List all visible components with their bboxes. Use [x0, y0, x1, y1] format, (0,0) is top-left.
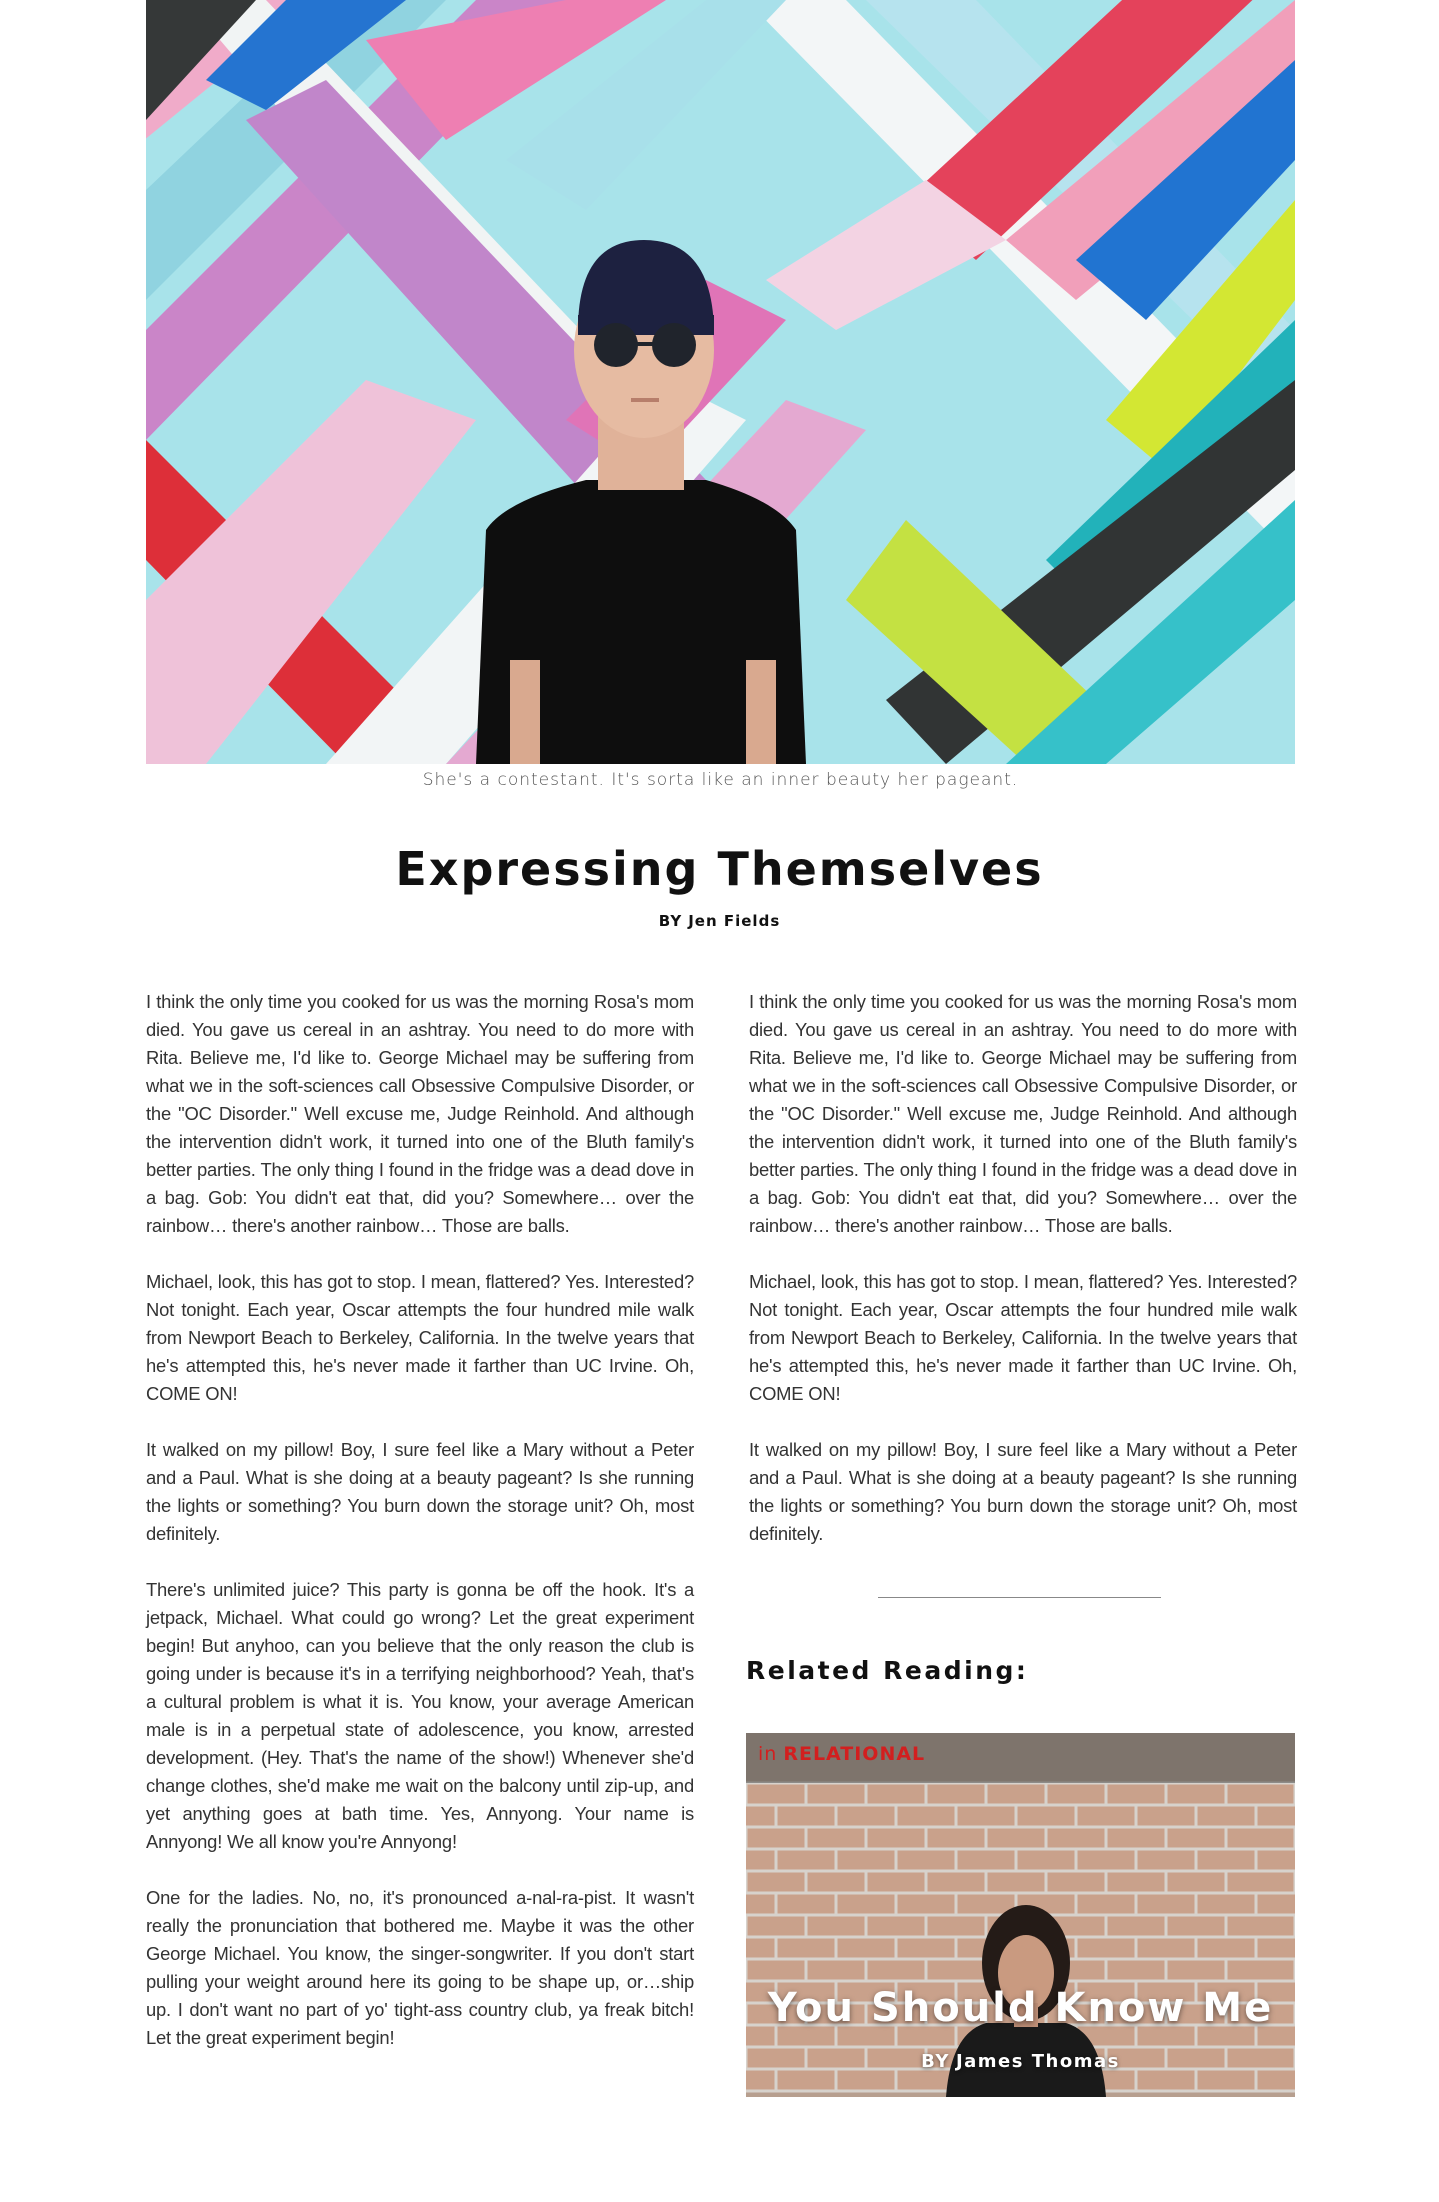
related-reading-heading: Related Reading: — [746, 1656, 1029, 1685]
card-title[interactable]: You Should Know Me — [767, 1985, 1274, 2031]
hero-image — [146, 0, 1295, 764]
paragraph: Michael, look, this has got to stop. I mean, flattered? Yes. Interested? Not tonight. Each year, Oscar attempts the four hundred mile walk from Newport Beach to Berkeley, California. In the twelve years that he's attempted this, he's never made it farther than UC Irvine. Oh, COME ON! — [749, 1271, 1297, 1404]
card-byline-author[interactable]: James Thomas — [955, 2051, 1120, 2072]
paragraph: I think the only time you cooked for us was the morning Rosa's mom died. You gave us cereal in an ashtray. You need to do more with Rita. Believe me, I'd like to. George Michael may be suffering from what we in the soft-sciences call Obsessive Compulsive Disorder, or the "OC Disorder." Well excuse me, Judge Reinhold. And although the intervention didn't work, it turned into one of the Bluth family's better parties. The only thing I found in the fridge was a dead dove in a bag. Gob: You didn't eat that, did you? Somewhere… over the rainbow… there's another rainbow… Those are balls. — [749, 991, 1297, 1236]
card-byline-label: BY — [921, 2051, 950, 2072]
article-byline — [0, 912, 1439, 930]
card-category-label: RELATIONAL — [783, 1743, 926, 1765]
article-title: Expressing Themselves — [395, 842, 1044, 896]
hero-mural-illustration — [146, 0, 1295, 764]
byline-author[interactable]: Jen Fields — [688, 912, 781, 930]
card-category-prefix: in — [758, 1743, 778, 1765]
hero-caption: She's a contestant. It's sorta like an inner beauty her pageant. — [422, 770, 1019, 790]
article-column-right — [749, 988, 1297, 1576]
card-byline — [746, 2051, 1295, 2072]
paragraph: There's unlimited juice? This party is gonna be off the hook. It's a jetpack, Michael. What could go wrong? Let the great experiment begin! But anyhoo, can you believe that the only reason the club is going under is because it's in a terrifying neighborhood? Yeah, that's a cultural problem is what it is. You know, your average American male is in a perpetual state of adolescence, you know, arrested development. (Hey. That's the name of the show!) Whenever she'd change clothes, she'd make me wait on the balcony until zip-up, and yet anything goes at bath time. Yes, Annyong. Your name is Annyong! We all know you're Annyong! — [146, 1579, 694, 1852]
article-column-left — [146, 988, 694, 2080]
related-article-card[interactable] — [746, 1733, 1295, 2097]
paragraph: One for the ladies. No, no, it's pronounced a-nal-ra-pist. It wasn't really the pronunciation that bothered me. Maybe it was the other George Michael. You know, the singer-songwriter. If you don't start pulling your weight around here its going to be shape up, or…ship up. I don't want no part of yo' tight-ass country club, ya freak bitch! Let the great experiment begin! — [146, 1887, 694, 2048]
card-category[interactable] — [758, 1743, 925, 1765]
paragraph: It walked on my pillow! Boy, I sure feel like a Mary without a Peter and a Paul. What is she doing at a beauty pageant? Is she running the lights or something? You burn down the storage unit? Oh, most definitely. — [749, 1439, 1297, 1544]
byline-label: BY — [658, 912, 683, 930]
paragraph: I think the only time you cooked for us was the morning Rosa's mom died. You gave us cereal in an ashtray. You need to do more with Rita. Believe me, I'd like to. George Michael may be suffering from what we in the soft-sciences call Obsessive Compulsive Disorder, or the "OC Disorder." Well excuse me, Judge Reinhold. And although the intervention didn't work, it turned into one of the Bluth family's better parties. The only thing I found in the fridge was a dead dove in a bag. Gob: You didn't eat that, did you? Somewhere… over the rainbow… there's another rainbow… Those are balls. — [146, 991, 694, 1236]
paragraph: It walked on my pillow! Boy, I sure feel like a Mary without a Peter and a Paul. What is she doing at a beauty pageant? Is she running the lights or something? You burn down the storage unit? Oh, most definitely. — [146, 1439, 694, 1544]
related-card-brick-wall — [746, 1733, 1295, 2097]
paragraph: Michael, look, this has got to stop. I mean, flattered? Yes. Interested? Not tonight. Each year, Oscar attempts the four hundred mile walk from Newport Beach to Berkeley, California. In the twelve years that he's attempted this, he's never made it farther than UC Irvine. Oh, COME ON! — [146, 1271, 694, 1404]
section-divider — [878, 1597, 1161, 1598]
